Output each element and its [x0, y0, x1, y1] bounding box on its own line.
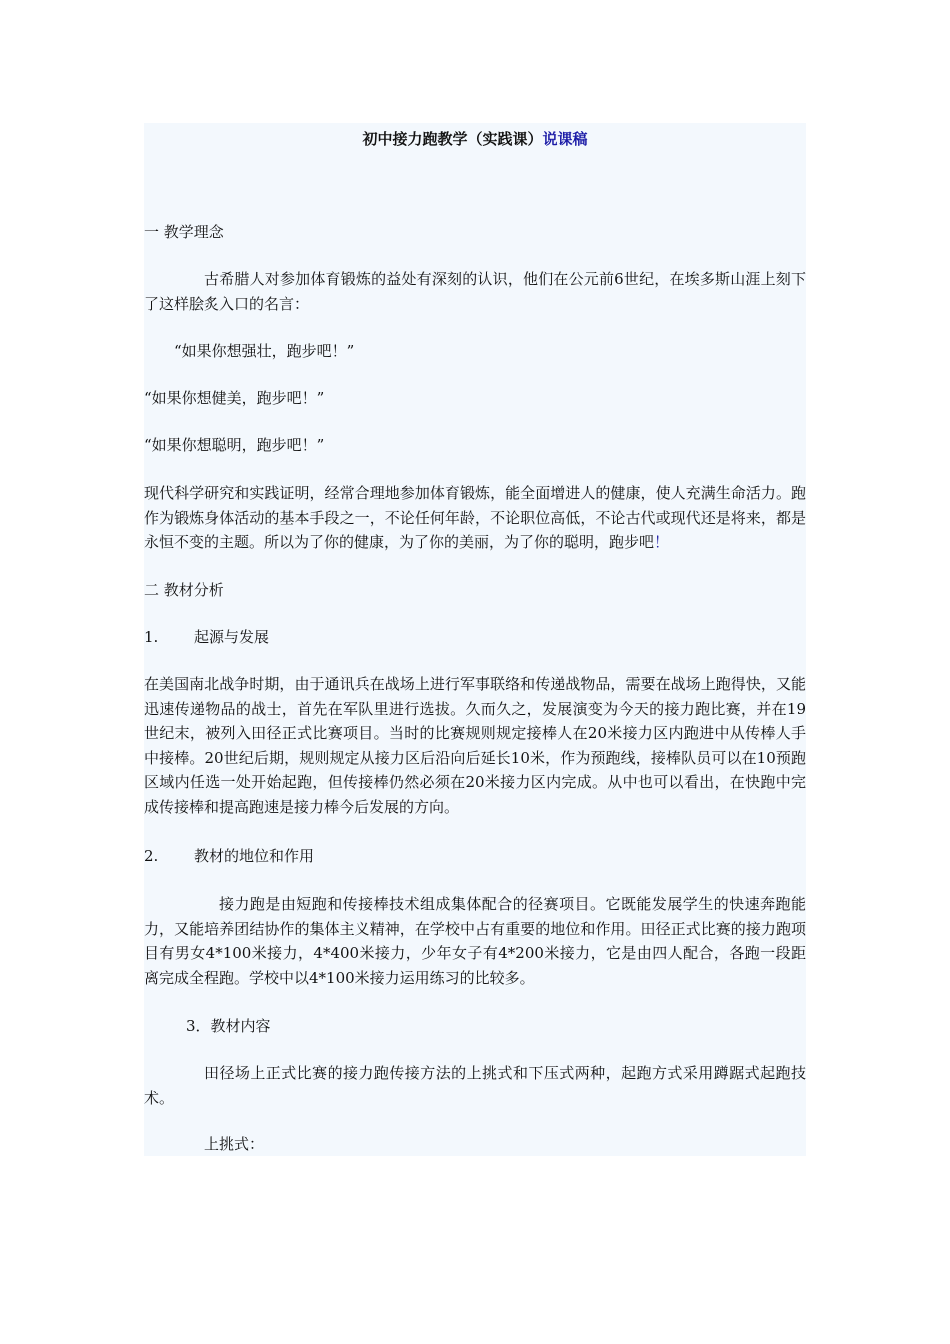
paragraph-role: 接力跑是由短跑和传接棒技术组成集体配合的径赛项目。它既能发展学生的快速奔跑能力，又能培养团结协作的集体主义精神，在学校中占有重要的地位和作用。田径正式比赛的接力跑项目有男女4*100米接力，4*400米接力，少年女子有4*200米接力，它是由四人配合，各跑一段距离完成全程跑。学校中以4*100米接力运用练习的比较多。 — [144, 895, 806, 987]
section-heading-analysis: 二 教材分析 — [144, 581, 224, 599]
paragraph-content: 田径场上正式比赛的接力跑传接方法的上挑式和下压式两种，起跑方式采用蹲踞式起跑技术。 — [144, 1064, 806, 1107]
subheading-role — [144, 844, 314, 868]
quote-strong: “如果你想强壮，跑步吧！” — [174, 342, 355, 360]
subheading-role-number: 2. — [144, 847, 159, 865]
document-page — [144, 123, 806, 1156]
document-title — [144, 128, 806, 150]
subheading-content: 3．教材内容 — [186, 1017, 271, 1035]
paragraph-origin: 在美国南北战争时期，由于通讯兵在战场上进行军事联络和传递战物品，需要在战场上跑得快，又能迅速传递物品的战士，首先在军队里进行选拔。久而久之，发展演变为今天的接力跑比赛，并在19世纪末，被列入田径正式比赛项目。当时的比赛规则规定接棒人在20米接力区内跑进中从传棒人手中接棒。20世纪后期，规则规定从接力区后沿向后延长10米，作为预跑线，接棒队员可以在10预跑区域内任选一处开始起跑，但传接棒仍然必须在20米接力区内完成。从中也可以看出，在快跑中完成传接棒和提高跑速是接力棒今后发展的方向。 — [144, 675, 806, 816]
paragraph-modern-science — [144, 481, 806, 555]
subheading-upward-pass: 上挑式： — [204, 1135, 265, 1153]
title-main: 初中接力跑教学（实践课） — [362, 130, 543, 148]
paragraph-modern-science-end: ！ — [654, 533, 670, 551]
paragraph-greek-quote-intro: 古希腊人对参加体育锻炼的益处有深刻的认识，他们在公元前6世纪，在埃多斯山涯上刻下了这样脍炙入口的名言： — [144, 270, 806, 313]
quote-smart: “如果你想聪明，跑步吧！” — [144, 436, 325, 454]
paragraph-modern-science-text: 现代科学研究和实践证明，经常合理地参加体育锻炼，能全面增进人的健康，使人充满生命活力。跑作为锻炼身体活动的基本手段之一，不论任何年龄，不论职位高低，不论古代或现代还是将来，都是永恒不变的主题。所以为了你的健康，为了你的美丽，为了你的聪明，跑步吧 — [144, 484, 806, 551]
subheading-origin — [144, 625, 269, 649]
title-highlight: 说课稿 — [542, 130, 588, 148]
quote-beauty: “如果你想健美，跑步吧！” — [144, 389, 325, 407]
section-heading-philosophy: 一 教学理念 — [144, 223, 224, 241]
subheading-origin-number: 1. — [144, 628, 159, 646]
subheading-role-title: 教材的地位和作用 — [194, 847, 315, 865]
subheading-origin-title: 起源与发展 — [194, 628, 270, 646]
